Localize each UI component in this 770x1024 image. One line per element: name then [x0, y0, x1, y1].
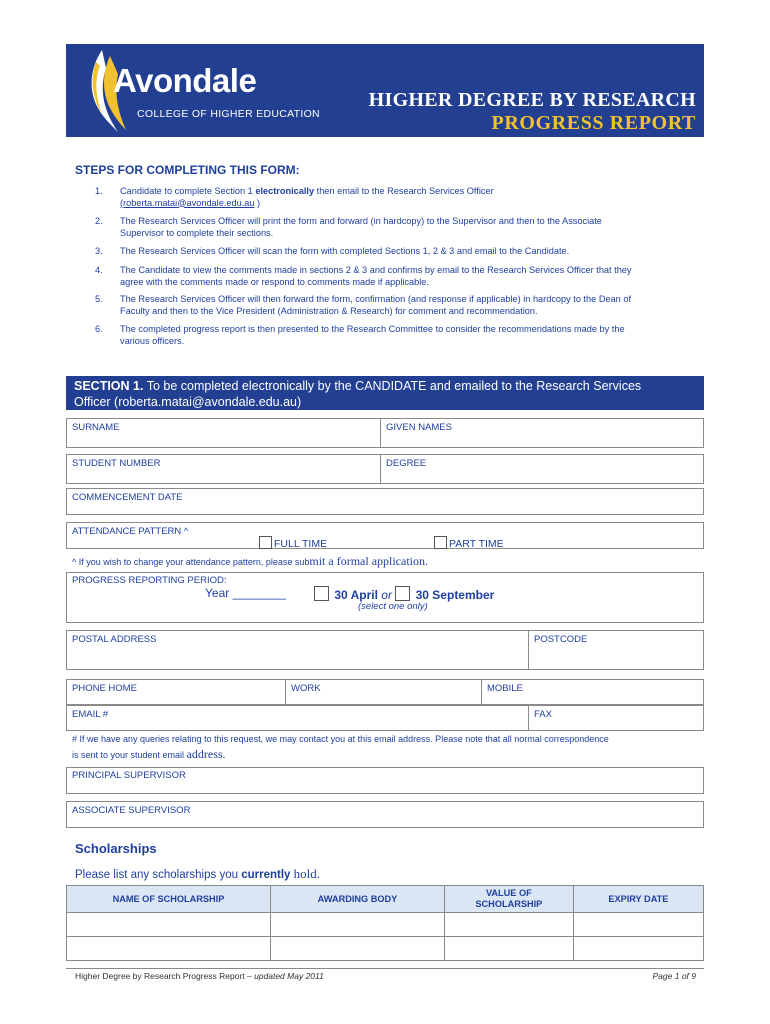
column-header: EXPIRY DATE — [573, 886, 703, 913]
student-row — [66, 454, 704, 484]
principal-supervisor-field[interactable]: PRINCIPAL SUPERVISOR — [72, 770, 186, 781]
email-note-text-b: address. — [186, 747, 226, 761]
step-text: The Candidate to view the comments made in sections 2 & 3 and confirms by email to the Research Services Officer that they — [120, 265, 632, 275]
associate-supervisor-field[interactable]: ASSOCIATE SUPERVISOR — [72, 805, 191, 816]
divider — [380, 418, 381, 448]
table-cell[interactable] — [573, 937, 703, 961]
commencement-date-field[interactable]: COMMENCEMENT DATE — [72, 492, 183, 503]
table-cell[interactable] — [573, 913, 703, 937]
report-title: HIGHER DEGREE BY RESEARCH — [368, 89, 696, 111]
step-text: Candidate to complete Section 1 — [120, 186, 256, 196]
step-number: 5. — [95, 294, 103, 304]
table-header-row — [67, 886, 704, 913]
year-field[interactable]: Year ________ — [205, 586, 286, 600]
attendance-note-text: ^ If you wish to change your attendance pattern, please sub — [72, 557, 310, 567]
september-checkbox[interactable] — [395, 586, 410, 601]
table-cell[interactable] — [270, 937, 444, 961]
fax-field[interactable]: FAX — [534, 709, 552, 720]
attendance-pattern-label: ATTENDANCE PATTERN ^ — [72, 526, 189, 537]
section1-header — [66, 376, 704, 410]
rso-email-link[interactable]: (roberta.matai@avondale.edu.au — [120, 197, 255, 208]
step-number: 6. — [95, 324, 103, 334]
select-one-note: (select one only) — [358, 601, 428, 612]
step-text: agree with the comments made or respond to comments made if applicable. — [120, 276, 429, 287]
work-phone-field[interactable]: WORK — [291, 683, 321, 694]
section1-label: SECTION 1. — [74, 379, 144, 393]
email-field[interactable]: EMAIL # — [72, 709, 109, 720]
full-time-label: FULL TIME — [274, 538, 328, 550]
table-row — [67, 937, 704, 961]
footer-title-text: Higher Degree by Research Progress Report – — [75, 971, 255, 981]
divider — [528, 630, 529, 670]
postal-row — [66, 630, 704, 670]
april-checkbox[interactable] — [314, 586, 329, 601]
step-number: 1. — [95, 186, 103, 196]
step-text: Supervisor to complete their sections. — [120, 227, 274, 238]
footer-title — [75, 971, 324, 981]
step-number: 3. — [95, 246, 103, 256]
intro-text-end: hold. — [290, 866, 321, 881]
table-cell[interactable] — [67, 937, 271, 961]
step-number: 2. — [95, 216, 103, 226]
logo-subtitle: COLLEGE OF HIGHER EDUCATION — [137, 108, 320, 120]
email-note-text: is sent to your student email — [72, 750, 187, 760]
email-note-line1: # If we have any queries relating to this request, we may contact you at this email address. Please note that all normal correspondence — [72, 734, 609, 744]
phone-home-field[interactable]: PHONE HOME — [72, 683, 137, 694]
table-cell[interactable] — [445, 937, 574, 961]
step-number: 4. — [95, 265, 103, 275]
attendance-note — [72, 554, 428, 569]
step-text: The Research Services Officer will print the form and forward (in hardcopy) to the Supervisor and then to the Associate — [120, 216, 602, 226]
step-text: The Research Services Officer will then forward the form, confirmation (and response if applicable) in hardcopy to the Dean of — [120, 294, 632, 304]
progress-period-label: PROGRESS REPORTING PERIOD: — [72, 575, 227, 586]
postcode-field[interactable]: POSTCODE — [534, 634, 588, 645]
april-label: 30 April — [334, 588, 378, 602]
logo-name: Avondale — [113, 62, 257, 99]
step-text: The Research Services Officer will scan the form with completed Sections 1, 2 & 3 and email to the Candidate. — [120, 246, 570, 256]
divider — [481, 679, 482, 705]
mobile-field[interactable]: MOBILE — [487, 683, 523, 694]
name-row — [66, 418, 704, 448]
table-row — [67, 913, 704, 937]
scholarships-table — [66, 885, 704, 961]
divider — [528, 705, 529, 731]
footer-divider — [66, 968, 704, 969]
student-number-field[interactable]: STUDENT NUMBER — [72, 458, 161, 469]
table-cell[interactable] — [67, 913, 271, 937]
attendance-note-text-b: mit a formal application. — [309, 554, 429, 568]
divider — [285, 679, 286, 705]
step-text: various officers. — [120, 335, 185, 346]
part-time-label: PART TIME — [449, 538, 504, 550]
email-row — [66, 705, 704, 731]
scholarships-title: Scholarships — [75, 841, 157, 856]
report-subtitle: PROGRESS REPORT — [491, 112, 696, 134]
intro-text-bold: currently — [241, 869, 291, 881]
divider — [380, 454, 381, 484]
table-cell[interactable] — [270, 913, 444, 937]
column-header-text: VALUE OF SCHOLARSHIP — [475, 888, 543, 909]
september-label: 30 September — [415, 588, 495, 602]
degree-field[interactable]: DEGREE — [386, 458, 427, 469]
part-time-option[interactable] — [434, 536, 504, 550]
april-option[interactable] — [314, 586, 494, 602]
step-text: ) — [254, 197, 261, 208]
email-note-line2 — [72, 747, 226, 762]
full-time-option[interactable] — [259, 536, 327, 550]
page-number: Page 1 of 9 — [652, 971, 696, 981]
surname-field[interactable]: SURNAME — [72, 422, 120, 433]
step-text-bold: electronically — [255, 186, 315, 196]
footer-updated-text: updated May 2011 — [254, 971, 324, 981]
section1-text-line2: Officer (roberta.matai@avondale.edu.au) — [74, 395, 302, 409]
column-header: NAME OF SCHOLARSHIP — [67, 886, 271, 913]
part-time-checkbox[interactable] — [434, 536, 447, 549]
step-text: then email to the Research Services Officer — [314, 186, 494, 196]
postal-address-field[interactable]: POSTAL ADDRESS — [72, 634, 157, 645]
table-cell[interactable] — [445, 913, 574, 937]
scholarships-intro — [75, 866, 320, 882]
column-header — [445, 886, 574, 913]
or-text: or — [381, 588, 392, 602]
full-time-checkbox[interactable] — [259, 536, 272, 549]
step-text: The completed progress report is then presented to the Research Committee to consider the recommendations made by the — [120, 324, 625, 334]
section1-text: To be completed electronically by the CANDIDATE and emailed to the Research Services — [143, 379, 642, 393]
step-text: Faculty and then to the Vice President (Administration & Research) for comment and recommendation. — [120, 305, 538, 316]
given-names-field[interactable]: GIVEN NAMES — [386, 422, 452, 433]
column-header: AWARDING BODY — [270, 886, 444, 913]
intro-text: Please list any scholarships you — [75, 869, 242, 881]
phone-row — [66, 679, 704, 705]
steps-title: STEPS FOR COMPLETING THIS FORM: — [75, 163, 300, 177]
